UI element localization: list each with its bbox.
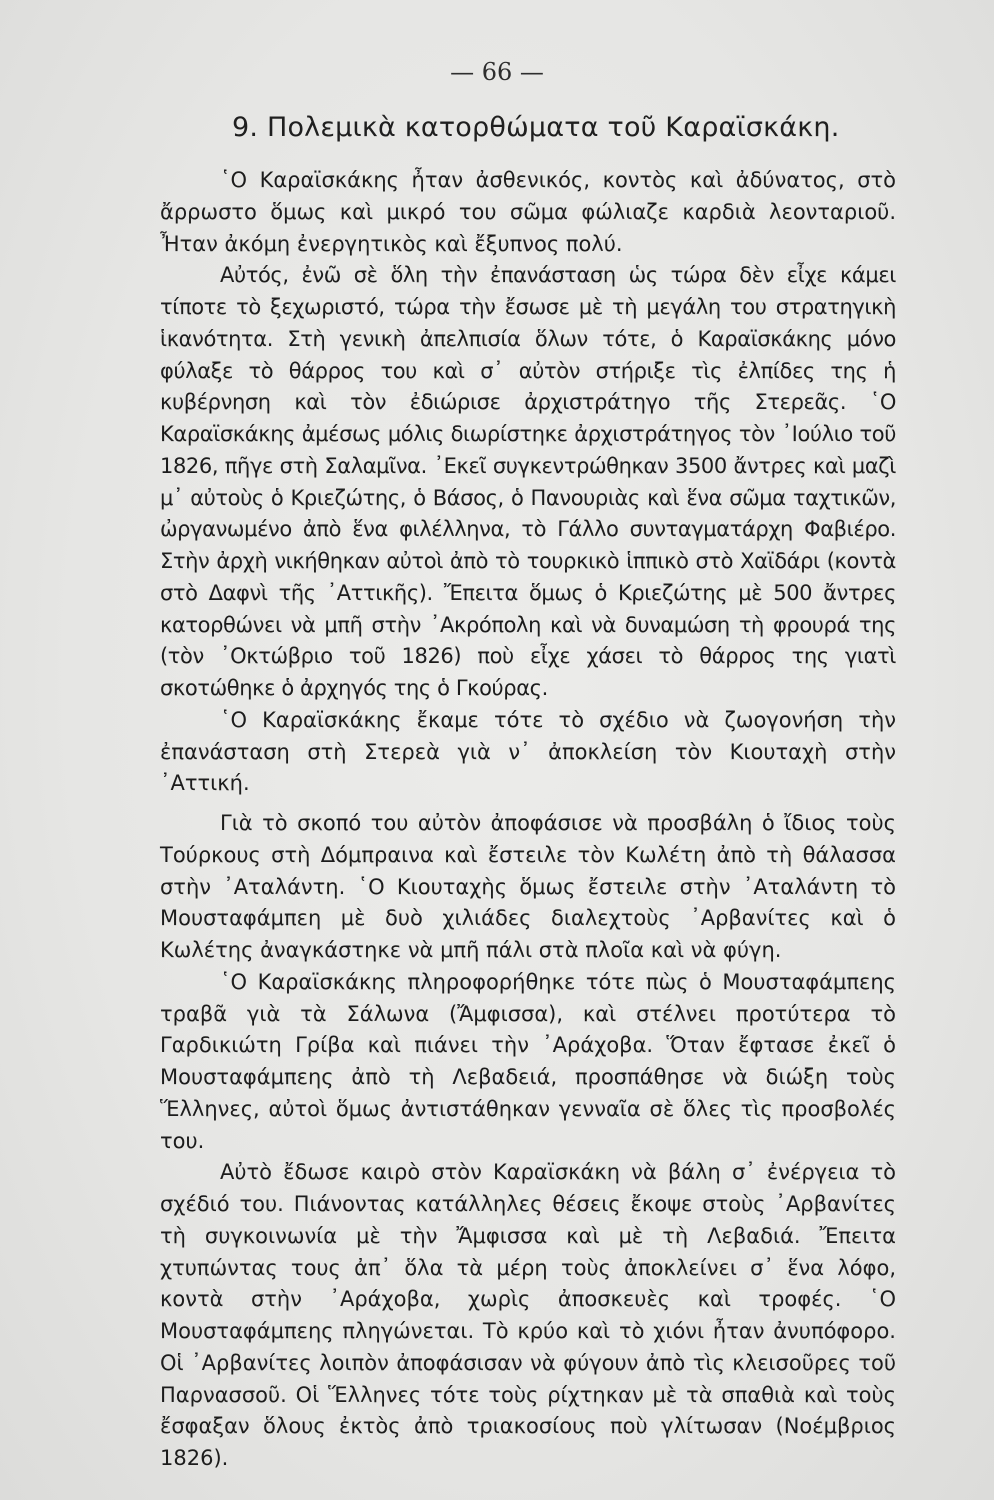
paragraph-6: Αὐτὸ ἔδωσε καιρὸ στὸν Καραϊσκάκη νὰ βάλη σ᾿ ἐνέργεια τὸ σχέδιό του. Πιάνοντας κατάλληλες θέσεις ἔκοψε στοὺς ᾿Αρβανίτες τὴ συγκοινωνία μὲ τὴν Ἄμφισσα καὶ μὲ τὴ Λεβαδιά. Ἔπειτα χτυπώντας τους ἀπ᾿ ὅλα τὰ μέρη τοὺς ἀποκλείνει σ᾿ ἕνα λόφο, κοντὰ στὴν ᾿Αράχοβα, χωρὶς ἀποσκευὲς καὶ τροφές. ῾Ο Μουσταφάμπεης πληγώνεται. Τὸ κρύο καὶ τὸ χιόνι ἦταν ἀνυπόφορο. Οἱ ᾿Αρβανίτες λοιπὸν ἀποφάσισαν νὰ φύγουν ἀπὸ τὶς κλεισοῦρες τοῦ Παρνασσοῦ. Οἱ Ἕλληνες τότε τοὺς ρίχτηκαν μὲ τὰ σπαθιὰ καὶ τοὺς ἔσφαξαν ὅλους ἐκτὸς ἀπὸ τριακοσίους ποὺ γλίτωσαν (Νοέμβριος 1826). [160, 1160, 896, 1470]
paragraph-3: ῾Ο Καραϊσκάκης ἔκαμε τότε τὸ σχέδιο νὰ ζωογονήση τὴν ἐπανάσταση στὴ Στερεὰ γιὰ ν᾿ ἀποκλείση τὸν Κιουταχὴ στὴν ᾿Αττική. [160, 707, 896, 796]
body-text [160, 165, 896, 1475]
page-number: — 66 — [450, 58, 544, 86]
chapter-title: 9. Πολεμικὰ κατορθώματα τοῦ Καραϊσκάκη. [232, 112, 840, 143]
paragraph-2: Αὐτός, ἐνῶ σὲ ὅλη τὴν ἐπανάσταση ὡς τώρα δὲν εἶχε κάμει τίποτε τὸ ξεχωριστό, τώρα τὴν ἔσωσε μὲ τὴ μεγάλη του στρατηγικὴ ἱκανότητα. Στὴ γενικὴ ἀπελπισία ὅλων τότε, ὁ Καραϊσκάκης μόνο φύλαξε τὸ θάρρος του καὶ σ᾿ αὐτὸν στήριξε τὶς ἐλπίδες της ἡ κυβέρνηση καὶ τὸν ἐδιώρισε ἀρχιστράτηγο τῆς Στερεᾶς. ῾Ο Καραϊσκάκης ἀμέσως μόλις διωρίστηκε ἀρχιστράτηγος τὸν ᾿Ιούλιο τοῦ 1826, πῆγε στὴ Σαλαμῖνα. ᾿Εκεῖ συγκεντρώθηκαν 3500 ἄντρες καὶ μαζὶ μ᾿ αὐτοὺς ὁ Κριεζώτης, ὁ Βάσος, ὁ Πανουριὰς καὶ ἕνα σῶμα ταχτικῶν, ὠργανωμένο ἀπὸ ἕνα φιλέλληνα, τὸ Γάλλο συνταγματάρχη Φαβιέρο. Στὴν ἀρχὴ νικήθηκαν αὐτοὶ ἀπὸ τὸ τουρκικὸ ἱππικὸ στὸ Χαϊδάρι (κοντὰ στὸ Δαφνὶ τῆς ᾿Αττικῆς). Ἔπειτα ὅμως ὁ Κριεζώτης μὲ 500 ἄντρες κατορθώνει νὰ μπῆ στὴν ᾿Ακρόπολη καὶ νὰ δυναμώση τὴ φρουρά της (τὸν ᾿Οκτώβριο τοῦ 1826) ποὺ εἶχε χάσει τὸ θάρρος της γιατὶ σκοτώθηκε ὁ ἀρχηγός της ὁ Γκούρας. [160, 263, 896, 700]
paragraph-5: ῾Ο Καραϊσκάκης πληροφορήθηκε τότε πὼς ὁ Μουσταφάμπεης τραβᾶ γιὰ τὰ Σάλωνα (Ἄμφισσα), καὶ στέλνει προτύτερα τὸ Γαρδικιώτη Γρίβα καὶ πιάνει τὴν ᾿Αράχοβα. Ὅταν ἔφτασε ἐκεῖ ὁ Μουσταφάμπεης ἀπὸ τὴ Λεβαδειά, προσπάθησε νὰ διώξη τοὺς Ἕλληνες, αὐτοὶ ὅμως ἀντιστάθηκαν γενναῖα σὲ ὅλες τὶς προσβολές του. [160, 969, 896, 1153]
paragraph-1: ῾Ο Καραϊσκάκης ἦταν ἀσθενικός, κοντὸς καὶ ἀδύνατος, στὸ ἄρρωστο ὅμως καὶ μικρό του σῶμα φώλιαζε καρδιὰ λεονταριοῦ. Ἦταν ἀκόμη ἐνεργητικὸς καὶ ἔξυπνος πολύ. [160, 168, 896, 256]
paragraph-4: Γιὰ τὸ σκοπό του αὐτὸν ἀποφάσισε νὰ προσβάλη ὁ ἴδιος τοὺς Τούρκους στὴ Δόμπραινα καὶ ἔστειλε τὸν Κωλέτη ἀπὸ τὴ θάλασσα στὴν ᾿Αταλάντη. ῾Ο Κιουταχὴς ὅμως ἔστειλε στὴν ᾿Αταλάντη τὸ Μουσταφάμπεη μὲ δυὸ χιλιάδες διαλεχτοὺς ᾿Αρβανίτες καὶ ὁ Κωλέτης ἀναγκάστηκε νὰ μπῆ πάλι στὰ πλοῖα καὶ νὰ φύγη. [160, 811, 896, 962]
